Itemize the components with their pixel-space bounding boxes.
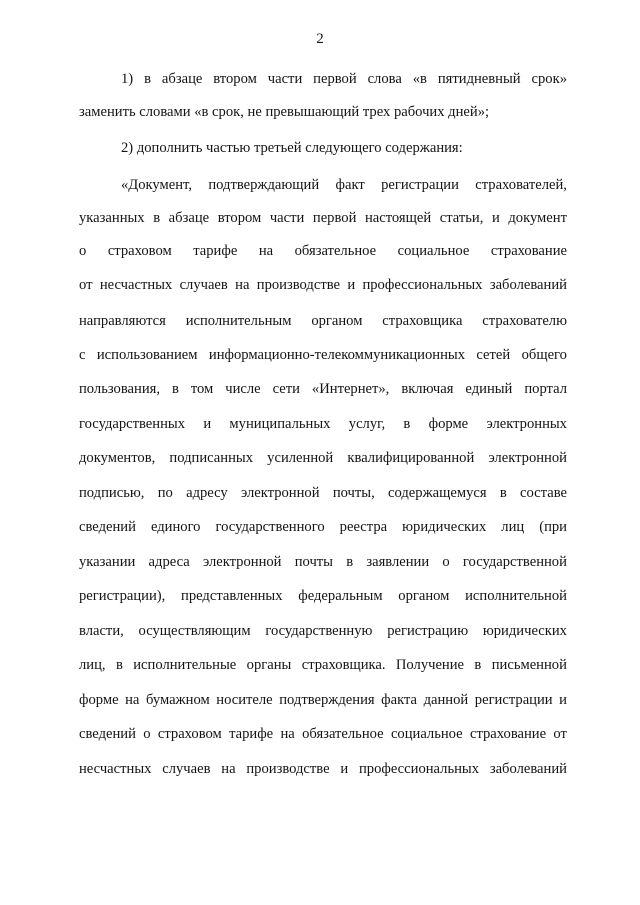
word: следующего — [305, 140, 386, 156]
word: рабочих — [393, 104, 449, 120]
word: на — [125, 692, 140, 708]
word: том — [190, 381, 214, 397]
text-line — [79, 240, 567, 262]
word: заболеваний — [489, 277, 567, 293]
text-line — [79, 101, 567, 123]
word: усиленной — [267, 450, 334, 466]
word: на — [258, 243, 274, 259]
text-line — [79, 723, 567, 745]
word: адреса — [148, 554, 190, 570]
text-line — [79, 758, 567, 780]
word: государственной — [462, 554, 567, 570]
word: абзаце — [161, 71, 203, 87]
word: абзаце — [168, 210, 210, 226]
word: производстве — [256, 277, 340, 293]
word: и — [559, 692, 567, 708]
word: настоящей — [364, 210, 432, 226]
word: от — [79, 277, 93, 293]
word: страхование — [469, 726, 547, 742]
word: данной — [423, 692, 469, 708]
word: словами — [139, 104, 195, 120]
word: в — [115, 657, 123, 673]
word: втором — [213, 71, 257, 87]
word: в — [171, 381, 179, 397]
text-line — [79, 413, 567, 435]
word: первой — [312, 210, 357, 226]
word: содержания: — [385, 140, 463, 156]
word: указанных — [79, 210, 145, 226]
word: на — [235, 277, 250, 293]
word: форме — [428, 416, 469, 432]
word: подтверждающий — [208, 177, 320, 193]
word: почты — [294, 554, 333, 570]
word: «в — [194, 104, 213, 120]
word: на — [221, 761, 236, 777]
word: частью — [206, 140, 254, 156]
page-number: 2 — [316, 31, 324, 47]
word: бумажном — [145, 692, 210, 708]
word: от — [553, 726, 567, 742]
word: сведений — [79, 519, 136, 535]
word: страхователю — [482, 313, 567, 329]
word: единый — [465, 381, 513, 397]
word: документ — [508, 210, 567, 226]
word: пользования, — [79, 381, 160, 397]
text-line — [79, 654, 567, 676]
word: почты, — [332, 485, 375, 501]
word: «Интернет», — [311, 381, 390, 397]
word: направляются — [79, 313, 166, 329]
word: в — [346, 554, 354, 570]
word: (при — [539, 519, 567, 535]
word: в — [474, 657, 482, 673]
word: власти, — [79, 623, 124, 639]
word: обязательное — [302, 726, 384, 742]
text-line — [79, 378, 567, 400]
word: о — [442, 554, 450, 570]
word: заявлении — [366, 554, 430, 570]
word: исполнительные — [133, 657, 237, 673]
word: исполнительным — [185, 313, 292, 329]
word: о — [79, 243, 87, 259]
word: составе — [520, 485, 567, 501]
word: электронных — [486, 416, 567, 432]
text-line — [79, 447, 567, 469]
word: адресу — [186, 485, 228, 501]
text-line — [79, 207, 567, 229]
text-line — [79, 482, 567, 504]
word: несчастных — [99, 277, 173, 293]
word: дополнить — [136, 140, 207, 156]
word: втором — [217, 210, 262, 226]
word: сетей — [476, 347, 511, 363]
word: и — [347, 277, 356, 293]
word: и — [491, 210, 500, 226]
word: содержащемуся — [388, 485, 487, 501]
word: портал — [524, 381, 567, 397]
word: информационно-телекоммуникационных — [208, 347, 466, 363]
word: единого — [150, 519, 201, 535]
word: несчастных — [79, 761, 152, 777]
word: первой — [313, 71, 357, 87]
text-line — [79, 585, 567, 607]
word: форме — [79, 692, 119, 708]
word: юридических — [402, 519, 487, 535]
word: юридических — [482, 623, 567, 639]
word: случаев — [162, 761, 211, 777]
word: заменить — [79, 104, 140, 120]
word: слова — [367, 71, 402, 87]
word: статьи, — [439, 210, 484, 226]
word: реестра — [339, 519, 388, 535]
word: превышающий — [265, 104, 363, 120]
word: указании — [79, 554, 136, 570]
word: электронной — [202, 554, 282, 570]
word: сети — [272, 381, 300, 397]
word: трех — [362, 104, 394, 120]
word: в — [144, 71, 151, 87]
word: «Документ, — [121, 177, 192, 193]
word: страховщика — [382, 313, 463, 329]
text-line — [79, 551, 567, 573]
word: по — [157, 485, 173, 501]
word: обязательное — [294, 243, 377, 259]
word: письменной — [491, 657, 567, 673]
word: дней»; — [448, 104, 490, 120]
word: включая — [401, 381, 454, 397]
word: факт — [335, 177, 365, 193]
word: регистрации), — [79, 588, 166, 604]
word: государственную — [265, 623, 373, 639]
word: производстве — [246, 761, 330, 777]
word: социальное — [390, 726, 463, 742]
word: в — [499, 485, 507, 501]
word: лиц — [501, 519, 525, 535]
word: срок» — [531, 71, 567, 87]
word: 2) — [121, 140, 137, 156]
text-line — [79, 516, 567, 538]
word: государственных — [79, 416, 186, 432]
text-line — [121, 137, 567, 159]
word: профессиональных — [362, 277, 483, 293]
word: факта — [381, 692, 418, 708]
word: на — [280, 726, 295, 742]
word: и — [203, 416, 212, 432]
word: подписанных — [169, 450, 254, 466]
word: и — [340, 761, 349, 777]
word: числе — [225, 381, 261, 397]
word: муниципальных — [229, 416, 331, 432]
word: регистрацию — [387, 623, 469, 639]
word: органы — [246, 657, 292, 673]
text-line — [121, 68, 567, 90]
text-line — [79, 689, 567, 711]
word: федеральным — [298, 588, 383, 604]
word: «в — [412, 71, 427, 87]
text-line — [79, 274, 567, 296]
word: профессиональных — [358, 761, 480, 777]
word: подтверждения — [279, 692, 375, 708]
word: регистрации — [474, 692, 553, 708]
text-line — [121, 174, 567, 196]
word: носителе — [216, 692, 273, 708]
word: электронной — [241, 485, 320, 501]
word: части — [269, 210, 305, 226]
word: Получение — [395, 657, 465, 673]
word: страховом — [107, 243, 172, 259]
word: не — [247, 104, 266, 120]
word: услуг, — [348, 416, 386, 432]
word: квалифицированной — [347, 450, 475, 466]
word: осуществляющим — [138, 623, 251, 639]
word: представленных — [181, 588, 283, 604]
word: органом — [398, 588, 450, 604]
word: страховом — [157, 726, 222, 742]
text-line — [79, 344, 567, 366]
word: общего — [521, 347, 567, 363]
word: регистрации — [381, 177, 459, 193]
word: страхование — [490, 243, 567, 259]
word: с — [79, 347, 86, 363]
text-line — [79, 620, 567, 642]
word: третьей — [253, 140, 306, 156]
word: срок, — [212, 104, 248, 120]
word: в — [153, 210, 161, 226]
word: государственного — [215, 519, 325, 535]
word: страхователей, — [475, 177, 567, 193]
word: части — [267, 71, 303, 87]
text-line — [79, 310, 567, 332]
word: лиц, — [79, 657, 106, 673]
word: социальное — [397, 243, 470, 259]
word: пятидневный — [437, 71, 521, 87]
word: исполнительной — [465, 588, 567, 604]
word: о — [143, 726, 151, 742]
word: в — [403, 416, 411, 432]
word: страховщика. — [301, 657, 386, 673]
word: органом — [311, 313, 363, 329]
word: сведений — [79, 726, 136, 742]
word: случаев — [179, 277, 228, 293]
word: заболеваний — [489, 761, 567, 777]
word: тарифе — [229, 726, 274, 742]
word: использованием — [96, 347, 198, 363]
word: документов, — [79, 450, 156, 466]
word: подписью, — [79, 485, 145, 501]
word: 1) — [121, 71, 134, 87]
word: электронной — [488, 450, 567, 466]
word: тарифе — [193, 243, 238, 259]
